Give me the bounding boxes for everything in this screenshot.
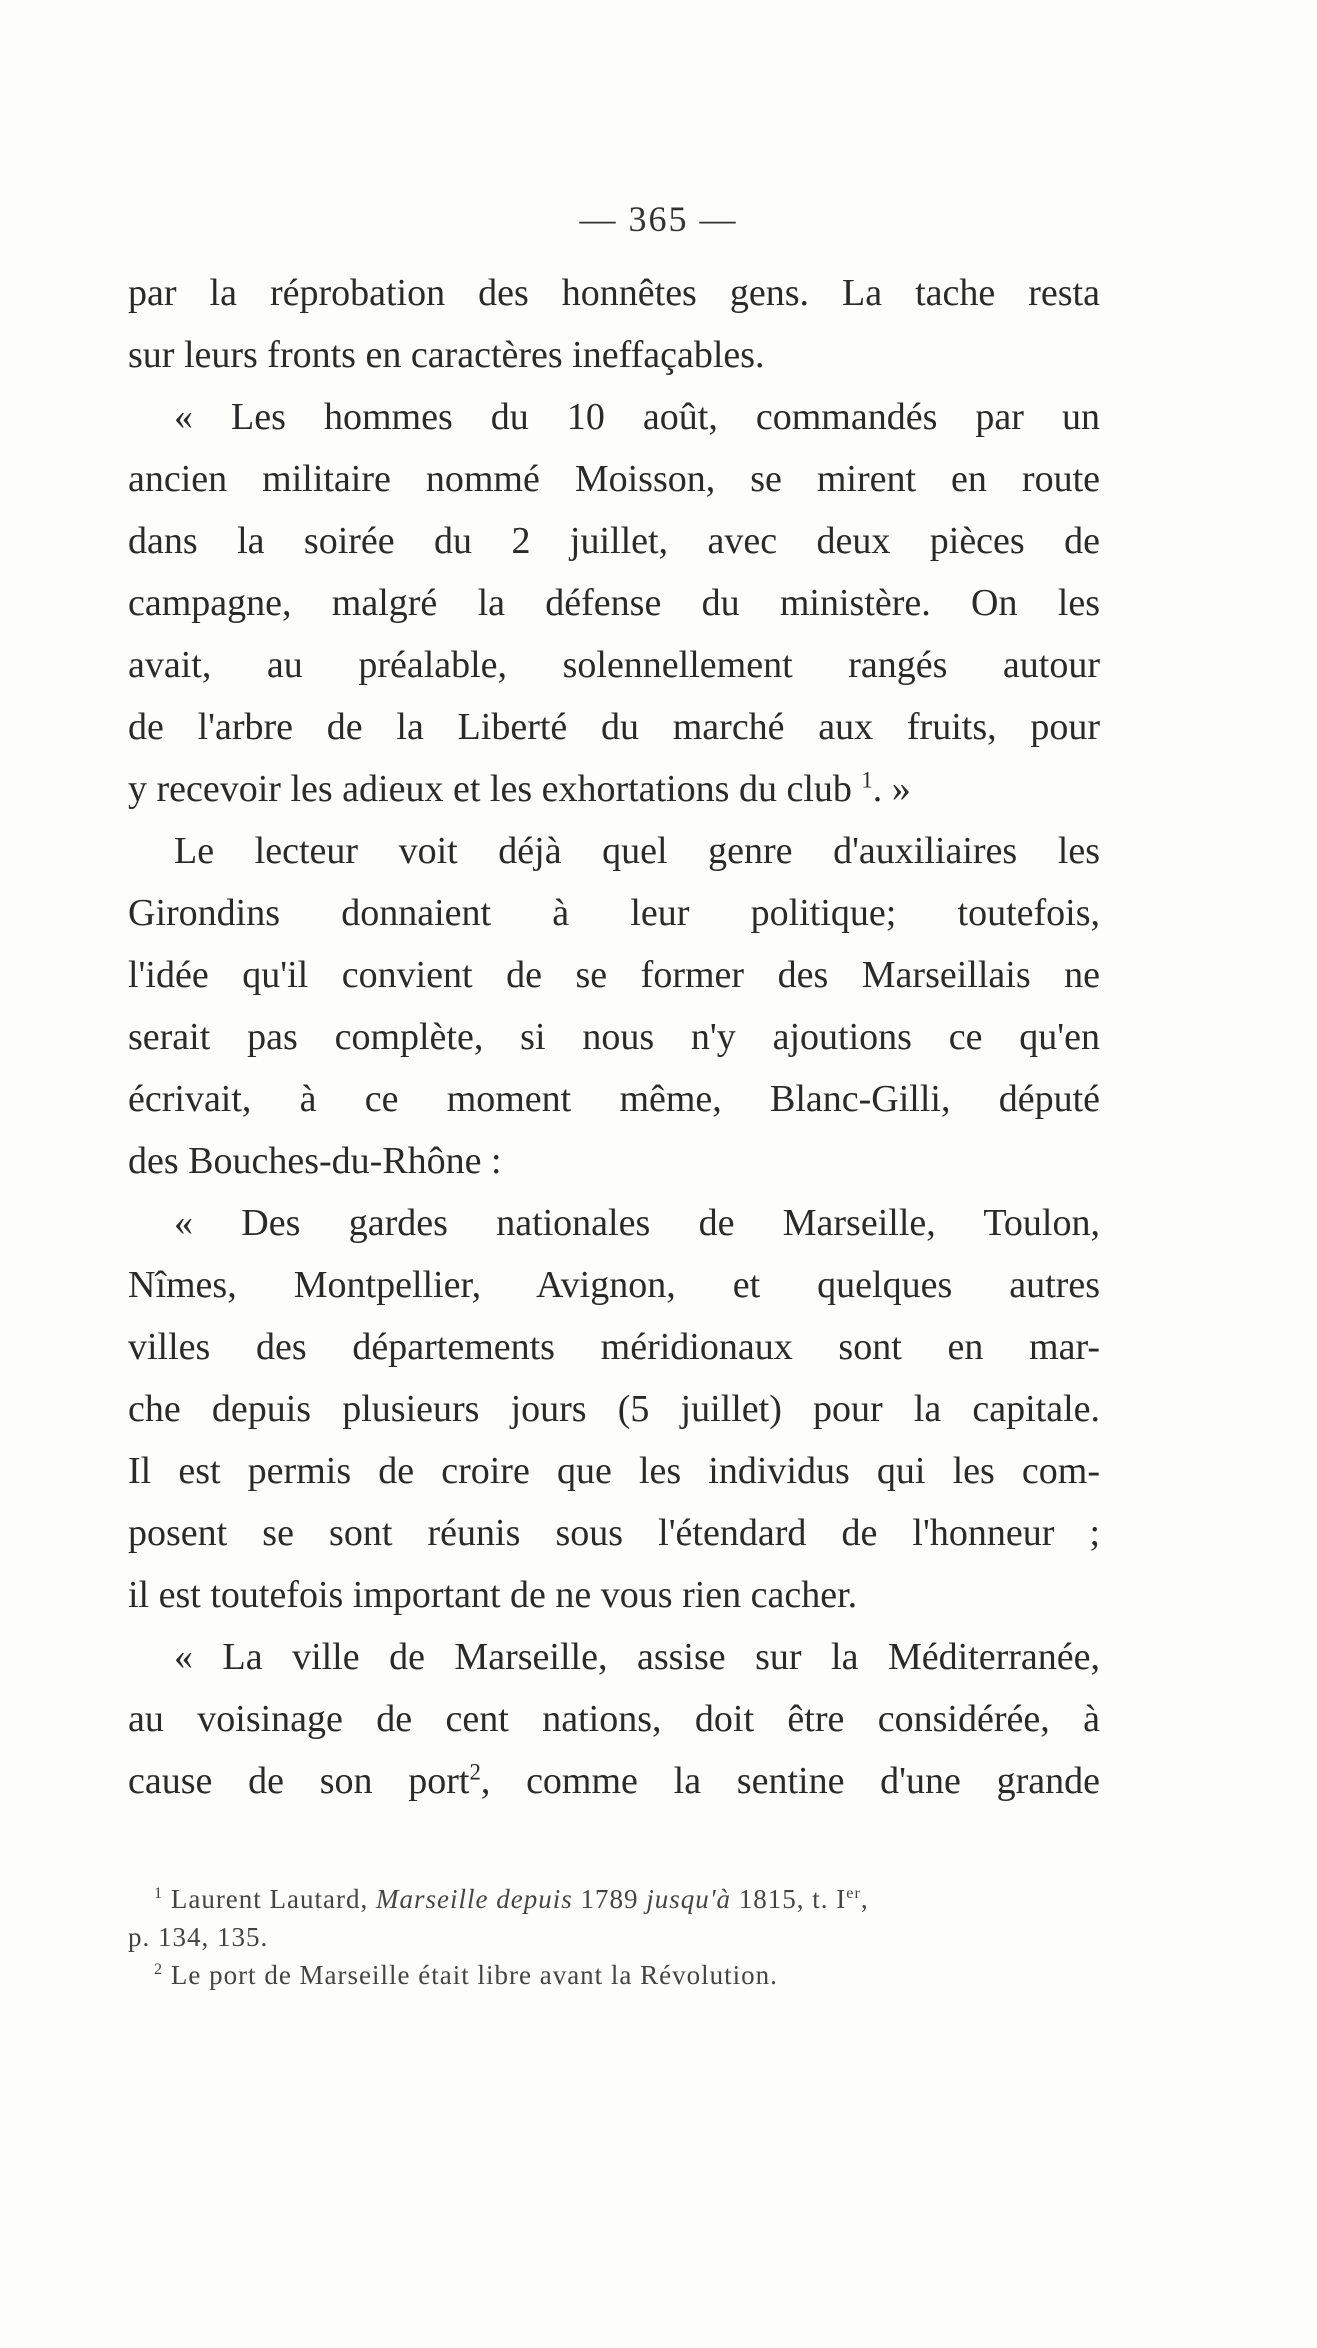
footnote-ref-1: 1 <box>861 767 873 793</box>
text-line: ancien militaire nommé Moisson, se mirent en route <box>128 458 1100 500</box>
text-line <box>128 1750 1100 1812</box>
footnote-title-cont: jusqu'à <box>646 1884 732 1914</box>
text-line: villes des départements méridionaux sont en mar- <box>128 1326 1100 1368</box>
text-fragment: . » <box>872 768 911 810</box>
text-line: Le lecteur voit déjà quel genre d'auxiliaires les <box>174 830 1100 872</box>
text-line: l'idée qu'il convient de se former des Marseillais ne <box>128 954 1100 996</box>
footnote-ref-2: 2 <box>469 1759 481 1785</box>
footnote-tome-sup: er <box>846 1884 861 1902</box>
text-line: dans la soirée du 2 juillet, avec deux pièces de <box>128 520 1100 562</box>
text-line <box>128 758 1100 820</box>
body-text <box>128 262 1100 1812</box>
footnote-end-year: 1815, t. I <box>738 1884 847 1914</box>
text-line: « Les hommes du 10 août, commandés par un <box>174 396 1100 438</box>
footnote-1-continued: p. 134, 135. <box>128 1922 269 1952</box>
text-line: des Bouches-du-Rhône : <box>128 1140 502 1182</box>
footnote-marker: 1 <box>154 1884 164 1902</box>
text-line: sur leurs fronts en caractères ineffaçables. <box>128 334 765 376</box>
text-line: au voisinage de cent nations, doit être considérée, à <box>128 1698 1100 1740</box>
footnote-tail: , <box>860 1884 869 1914</box>
text-line: Girondins donnaient à leur politique; toutefois, <box>128 892 1100 934</box>
text-line: « La ville de Marseille, assise sur la Méditerranée, <box>174 1636 1100 1678</box>
footnote-marker: 2 <box>154 1960 164 1978</box>
text-line: che depuis plusieurs jours (5 juillet) pour la capitale. <box>128 1388 1100 1430</box>
text-line: par la réprobation des honnêtes gens. La tache resta <box>128 272 1100 314</box>
footnote-text: Le port de Marseille était libre avant la Révolution. <box>170 1960 778 1990</box>
footnote-2 <box>128 1956 1100 1994</box>
page-number: — 365 — <box>579 199 738 239</box>
footnote-1 <box>128 1880 1100 1918</box>
footnote-years: 1789 <box>580 1884 639 1914</box>
text-line: Il est permis de croire que les individus qui les com- <box>128 1450 1100 1492</box>
footnote-title: Marseille depuis <box>376 1884 573 1914</box>
text-line: écrivait, à ce moment même, Blanc-Gilli, député <box>128 1078 1100 1120</box>
text-fragment: cause de son port <box>128 1760 470 1802</box>
text-line: Nîmes, Montpellier, Avignon, et quelques autres <box>128 1264 1100 1306</box>
text-line: de l'arbre de la Liberté du marché aux fruits, pour <box>128 706 1100 748</box>
text-line: il est toutefois important de ne vous rien cacher. <box>128 1574 858 1616</box>
footnote-author: Laurent Lautard, <box>170 1884 369 1914</box>
text-line: campagne, malgré la défense du ministère. On les <box>128 582 1100 624</box>
footnotes <box>128 1880 1100 1994</box>
text-line: serait pas complète, si nous n'y ajoutions ce qu'en <box>128 1016 1100 1058</box>
text-line: posent se sont réunis sous l'étendard de l'honneur ; <box>128 1512 1100 1554</box>
text-fragment: y recevoir les adieux et les exhortations du club <box>128 768 852 810</box>
text-line: avait, au préalable, solennellement rangés autour <box>128 644 1100 686</box>
text-fragment: , comme la sentine d'une grande <box>480 1760 1100 1802</box>
text-line: « Des gardes nationales de Marseille, Toulon, <box>174 1202 1100 1244</box>
